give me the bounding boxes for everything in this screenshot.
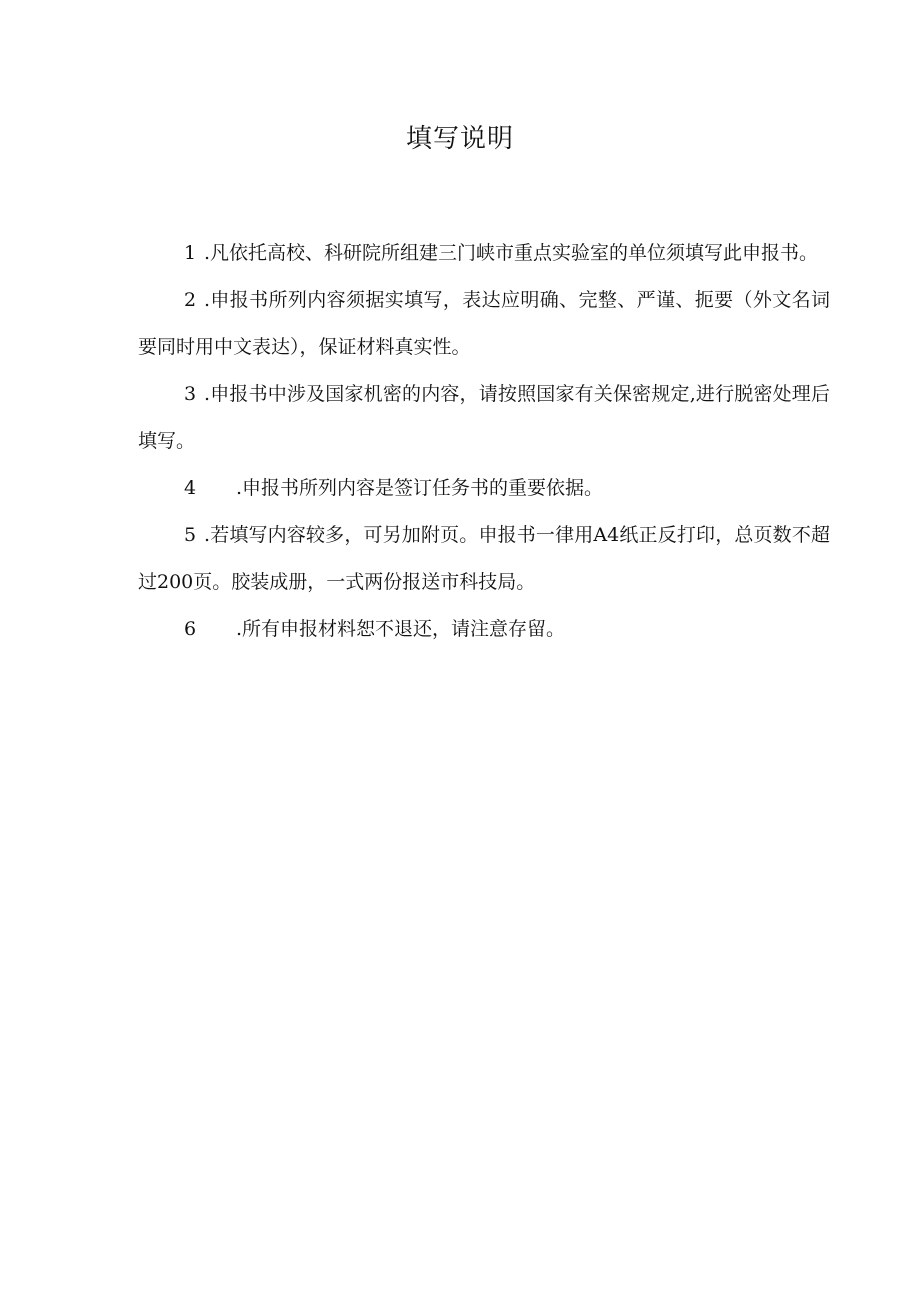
- page-title: 填写说明: [405, 124, 514, 154]
- instruction-item-4: [138, 465, 830, 512]
- item-text: .凡依托高校、科研院所组建三门峡市重点实验室的单位须填写此申报书。: [204, 242, 819, 264]
- item-text: .申报书所列内容须据实填写，表达应明确、完整、严谨、扼要（外文名词要同时用中文表达），保证材料真实性。: [138, 289, 830, 358]
- instruction-item-6: [138, 606, 830, 653]
- instruction-item-2: [138, 277, 830, 371]
- instruction-list: [138, 230, 830, 653]
- item-text: .所有申报材料恕不退还，请注意存留。: [236, 618, 566, 640]
- item-number: 3: [184, 383, 197, 405]
- item-number: 4: [184, 477, 197, 499]
- item-number: 2: [184, 289, 197, 311]
- item-text: .申报书中涉及国家机密的内容，请按照国家有关保密规定,进行脱密处理后填写。: [138, 383, 830, 452]
- instruction-item-5: [138, 512, 830, 606]
- item-text: .申报书所列内容是签订任务书的重要依据。: [236, 477, 604, 499]
- item-number: 6: [184, 618, 197, 640]
- item-text: .若填写内容较多，可另加附页。申报书一律用A4纸正反打印，总页数不超过200页。胶装成册，一式两份报送市科技局。: [138, 524, 830, 593]
- item-number: 5: [184, 524, 197, 546]
- instruction-item-3: [138, 371, 830, 465]
- instruction-item-1: [138, 230, 830, 277]
- item-number: 1: [184, 242, 197, 264]
